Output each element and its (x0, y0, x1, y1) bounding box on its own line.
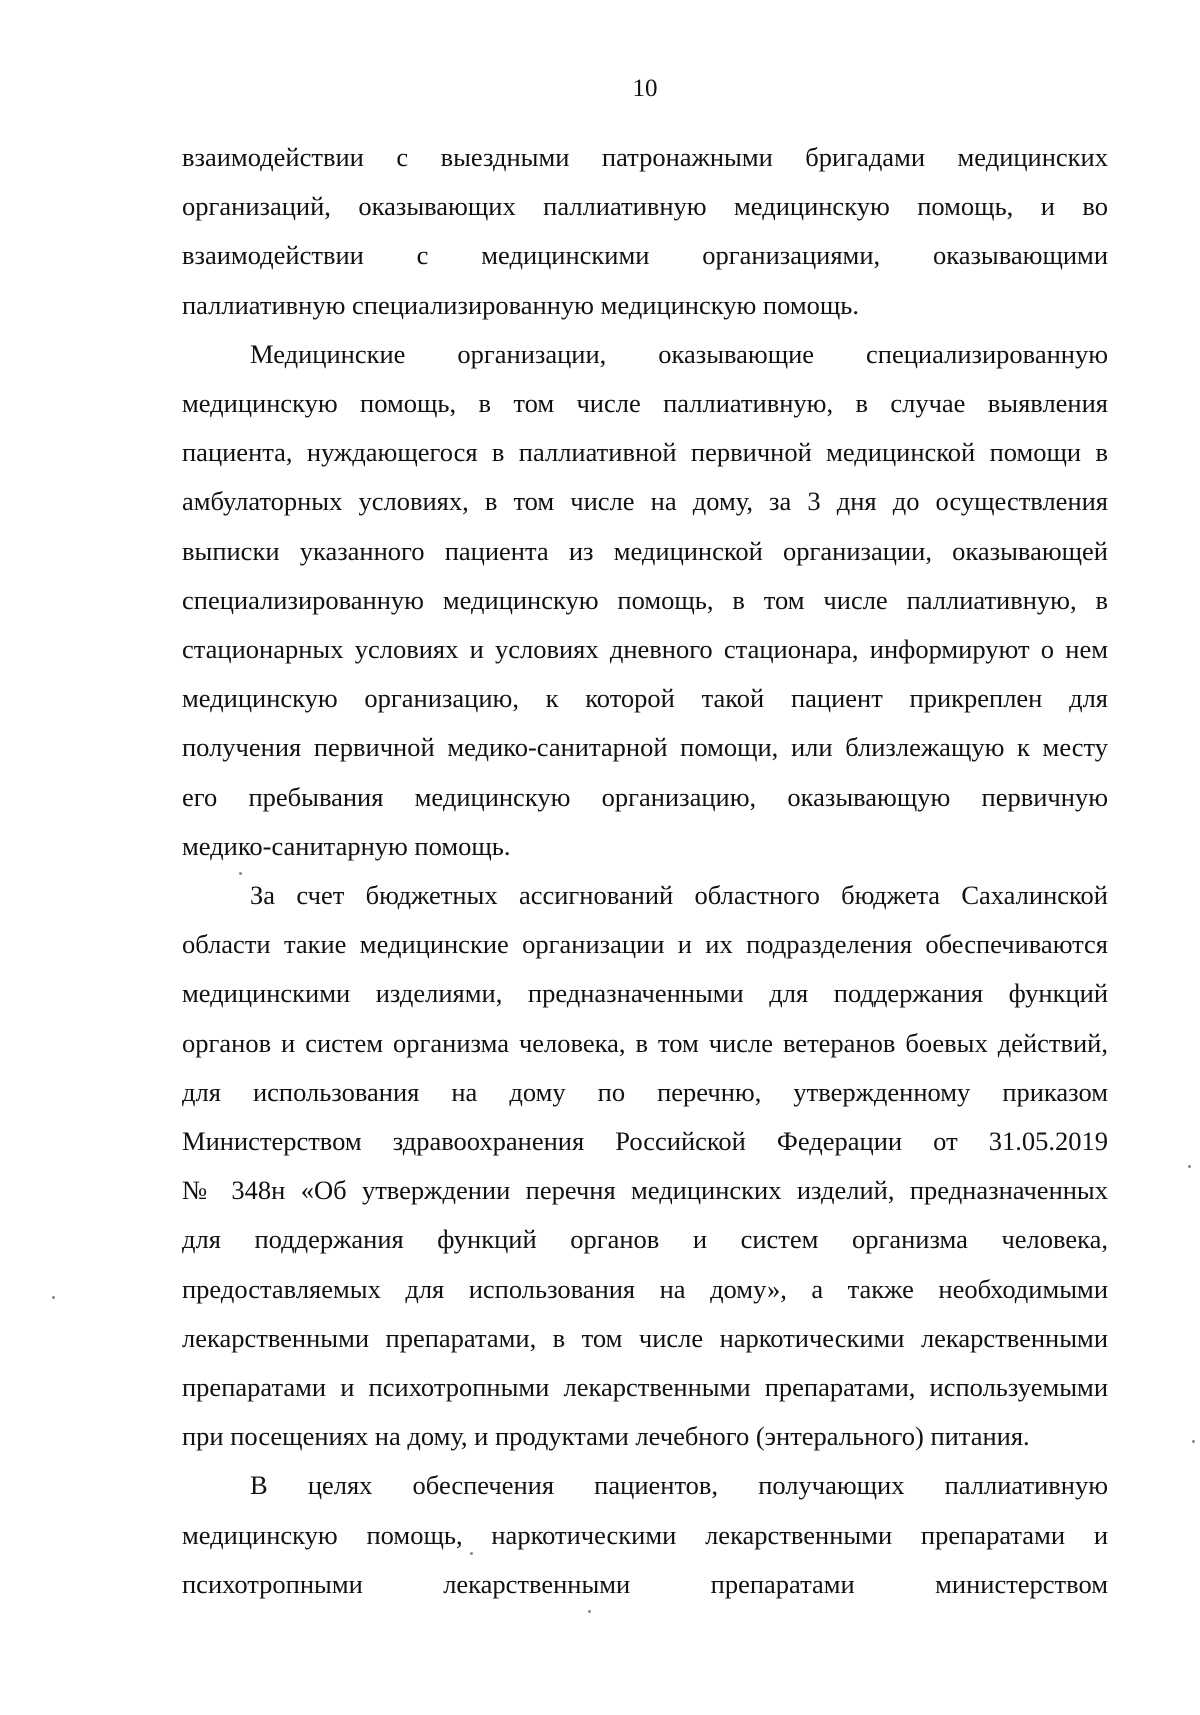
scan-speck (1188, 1165, 1191, 1168)
paragraph-3-line-2: области такие медицинские организации и их подразделения обеспечиваются (182, 929, 1108, 960)
paragraph-3-line-4: органов и систем организма человека, в том числе ветеранов боевых действий, (182, 1027, 1108, 1058)
paragraph-2-line-11: медико-санитарную помощь. (182, 830, 511, 861)
paragraph-2-line-10: его пребывания медицинскую организацию, оказывающую первичную (182, 781, 1108, 812)
scan-speck (52, 1296, 55, 1299)
paragraph-3-line-11: препаратами и психотропными лекарственными препаратами, используемыми (182, 1372, 1108, 1403)
paragraph-3-line-12: при посещениях на дому, и продуктами лечебного (энтерального) питания. (182, 1421, 1030, 1452)
paragraph-3-line-9: предоставляемых для использования на дому», а также необходимыми (182, 1273, 1108, 1304)
page-number: 10 (632, 75, 658, 102)
paragraph-2-line-6: специализированную медицинскую помощь, в том числе паллиативную, в (182, 584, 1108, 615)
paragraph-2-line-3: пациента, нуждающегося в паллиативной первичной медицинской помощи в (182, 437, 1108, 468)
paragraph-4 (182, 1461, 1108, 1609)
scan-speck (588, 1610, 591, 1613)
paragraph-4-line-1: В целях обеспечения пациентов, получающих паллиативную (250, 1470, 1108, 1501)
paragraph-3 (182, 871, 1108, 1461)
scan-speck (239, 872, 242, 875)
paragraph-4-line-2: медицинскую помощь, наркотическими лекарственными препаратами и (182, 1519, 1108, 1550)
paragraph-3-line-10: лекарственными препаратами, в том числе наркотическими лекарственными (182, 1322, 1108, 1353)
paragraph-3-line-5: для использования на дому по перечню, утвержденному приказом (182, 1076, 1108, 1107)
paragraph-2-line-7: стационарных условиях и условиях дневного стационара, информируют о нем (182, 634, 1108, 665)
paragraph-1-line-1: взаимодействии с выездными патронажными бригадами медицинских (182, 142, 1108, 172)
paragraph-3-line-7: № 348н «Об утверждении перечня медицинских изделий, предназначенных (182, 1175, 1108, 1206)
paragraph-2-line-8: медицинскую организацию, к которой такой пациент прикреплен для (182, 683, 1108, 714)
scan-speck (1192, 1440, 1195, 1443)
paragraph-3-line-6: Министерством здравоохранения Российской Федерации от 31.05.2019 (182, 1126, 1108, 1157)
paragraph-2 (182, 330, 1108, 871)
paragraph-2-line-5: выписки указанного пациента из медицинской организации, оказывающей (182, 535, 1108, 566)
paragraph-2-line-2: медицинскую помощь, в том числе паллиативную, в случае выявления (182, 388, 1108, 419)
paragraph-3-line-1: За счет бюджетных ассигнований областного бюджета Сахалинской (250, 880, 1108, 911)
paragraph-1-line-4: паллиативную специализированную медицинскую помощь. (182, 289, 859, 320)
paragraph-1-line-3: взаимодействии с медицинскими организациями, оказывающими (182, 240, 1108, 271)
scan-speck (470, 1552, 473, 1555)
paragraph-2-line-1: Медицинские организации, оказывающие специализированную (250, 338, 1108, 369)
paragraph-1 (182, 133, 1108, 330)
paragraph-4-line-3: психотропными лекарственными препаратами министерством (182, 1568, 1108, 1599)
paragraph-2-line-4: амбулаторных условиях, в том числе на дому, за 3 дня до осуществления (182, 486, 1108, 517)
paragraph-2-line-9: получения первичной медико-санитарной помощи, или близлежащую к месту (182, 732, 1108, 763)
paragraph-1-line-2: организаций, оказывающих паллиативную медицинскую помощь, и во (182, 191, 1108, 222)
paragraph-3-line-3: медицинскими изделиями, предназначенными для поддержания функций (182, 978, 1108, 1009)
document-body (182, 133, 1108, 1609)
paragraph-3-line-8: для поддержания функций органов и систем организма человека, (182, 1224, 1108, 1255)
